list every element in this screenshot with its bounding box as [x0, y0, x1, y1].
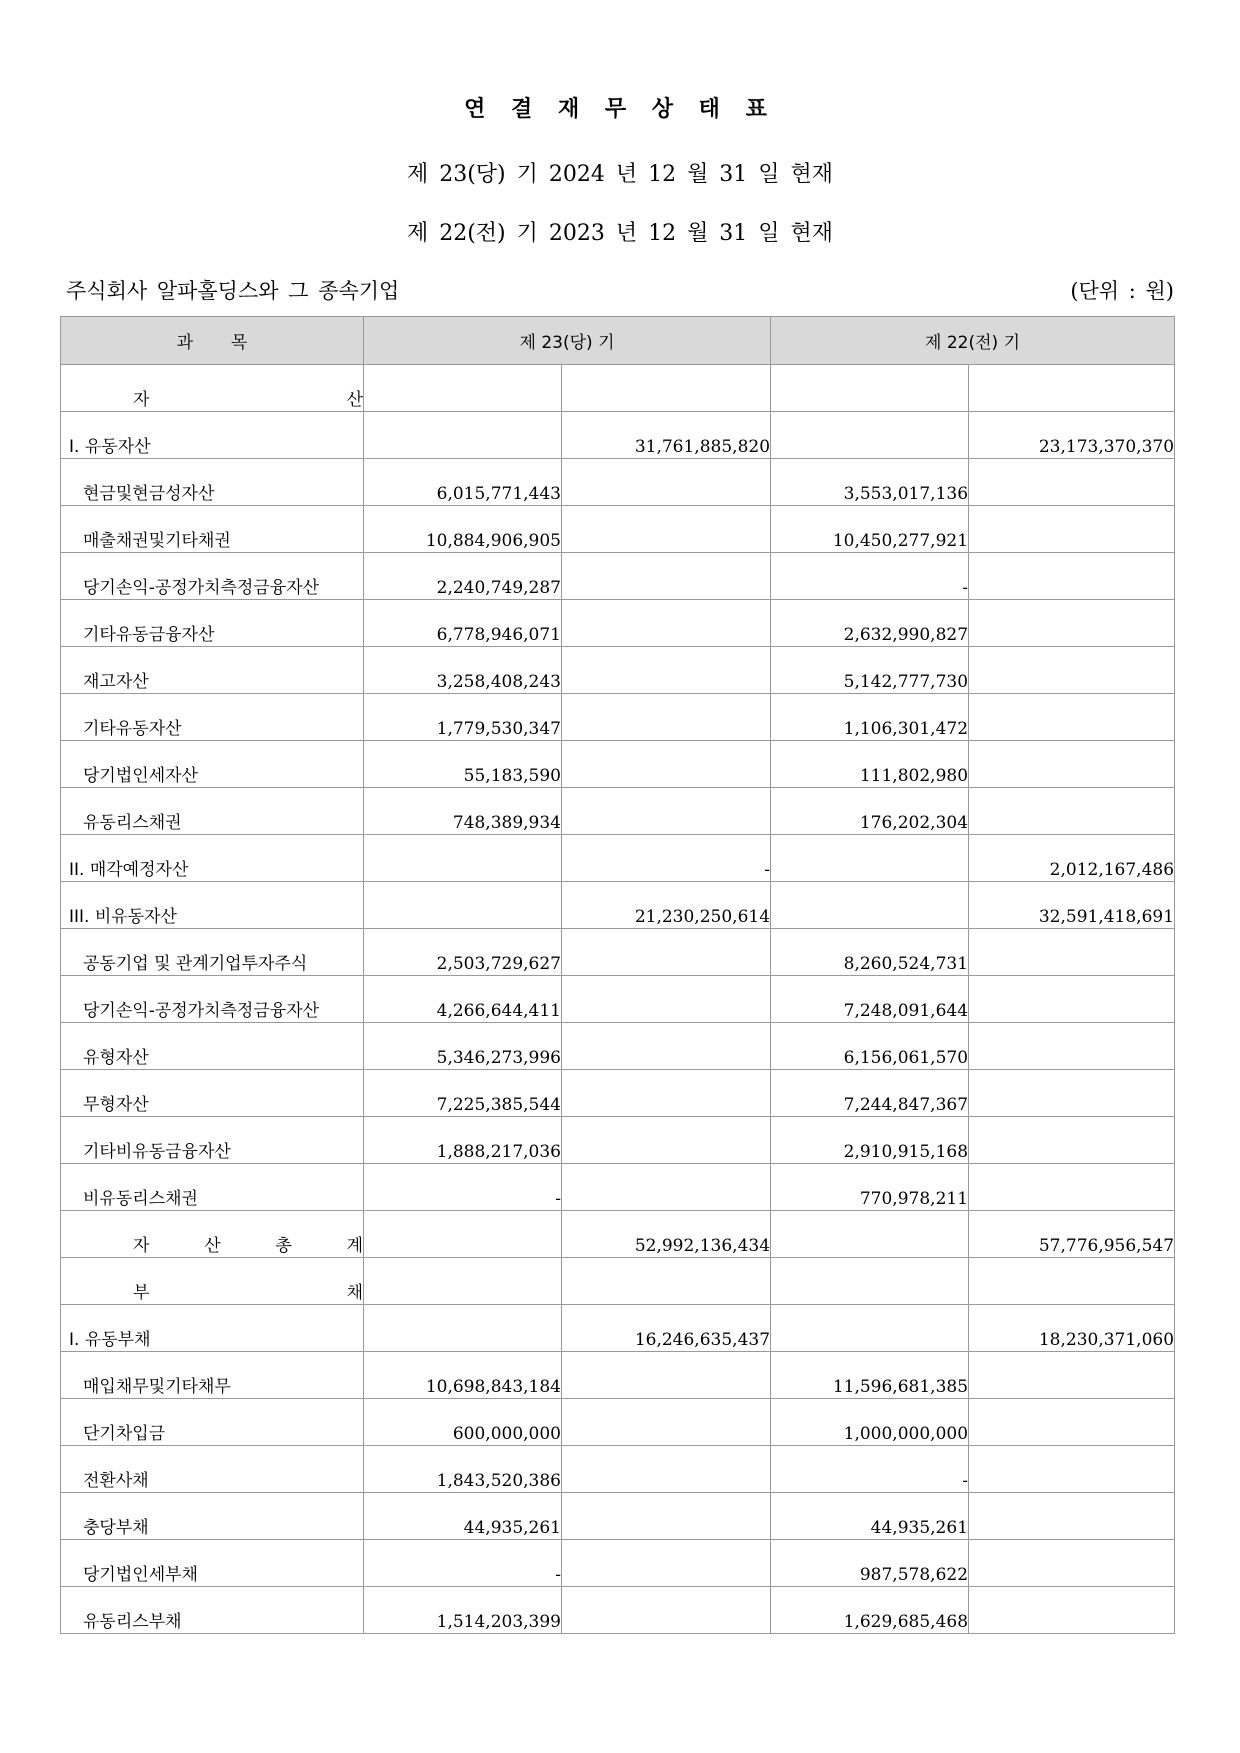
pri-item-value: [771, 1211, 969, 1258]
pri-item-value: [771, 835, 969, 882]
pri-item-value: 987,578,622: [771, 1540, 969, 1587]
table-row: [61, 1211, 1175, 1258]
cur-total-value: [562, 1164, 771, 1211]
cur-total-value: [562, 1587, 771, 1634]
cur-total-value: [562, 506, 771, 553]
cur-total-value: [562, 1258, 771, 1305]
cur-item-value: 1,888,217,036: [364, 1117, 562, 1164]
table-row: [61, 365, 1175, 412]
pri-total-value: [969, 459, 1175, 506]
table-row: [61, 412, 1175, 459]
pri-total-value: [969, 1258, 1175, 1305]
cur-total-value: [562, 1023, 771, 1070]
table-row: [61, 1117, 1175, 1164]
pri-total-value: [969, 553, 1175, 600]
table-row: [61, 1305, 1175, 1352]
row-label-char: 채: [346, 1283, 363, 1303]
cur-total-value: [562, 1446, 771, 1493]
pri-item-value: 10,450,277,921: [771, 506, 969, 553]
row-label-char: 계: [346, 1236, 363, 1256]
prior-period-column-header: 제 22(전) 기: [771, 317, 1175, 365]
pri-item-value: [771, 412, 969, 459]
pri-item-value: -: [771, 1446, 969, 1493]
row-label: 유형자산: [61, 1023, 364, 1070]
pri-total-value: [969, 1493, 1175, 1540]
table-row: [61, 976, 1175, 1023]
pri-total-value: [969, 600, 1175, 647]
pri-total-value: [969, 506, 1175, 553]
row-label-char: 총: [275, 1236, 292, 1256]
row-label: 당기손익-공정가치측정금융자산: [61, 553, 364, 600]
row-label: 전환사채: [61, 1446, 364, 1493]
balance-sheet-table: [60, 316, 1175, 1634]
cur-total-value: [562, 976, 771, 1023]
table-row: [61, 882, 1175, 929]
row-label: 매출채권및기타채권: [61, 506, 364, 553]
cur-item-value: 6,015,771,443: [364, 459, 562, 506]
row-label: [61, 1211, 364, 1258]
cur-total-value: [562, 1540, 771, 1587]
cur-total-value: [562, 1117, 771, 1164]
pri-item-value: 3,553,017,136: [771, 459, 969, 506]
cur-item-value: 4,266,644,411: [364, 976, 562, 1023]
cur-total-value: [562, 1352, 771, 1399]
cur-item-value: 600,000,000: [364, 1399, 562, 1446]
row-label: 충당부채: [61, 1493, 364, 1540]
cur-item-value: 3,258,408,243: [364, 647, 562, 694]
pri-item-value: 176,202,304: [771, 788, 969, 835]
pri-total-value: [969, 976, 1175, 1023]
cur-item-value: 55,183,590: [364, 741, 562, 788]
prior-period-line: 제 22(전) 기 2023 년 12 월 31 일 현재: [406, 221, 834, 246]
pri-item-value: 2,910,915,168: [771, 1117, 969, 1164]
row-label: [61, 365, 364, 412]
cur-item-value: 1,514,203,399: [364, 1587, 562, 1634]
pri-total-value: [969, 1399, 1175, 1446]
cur-total-value: [562, 694, 771, 741]
row-label: I. 유동자산: [61, 412, 364, 459]
cur-item-value: 1,779,530,347: [364, 694, 562, 741]
row-label: 매입채무및기타채무: [61, 1352, 364, 1399]
pri-item-value: [771, 1305, 969, 1352]
pri-item-value: 1,106,301,472: [771, 694, 969, 741]
row-label-char: 자: [133, 390, 150, 410]
cur-total-value: 16,246,635,437: [562, 1305, 771, 1352]
table-row: [61, 459, 1175, 506]
pri-item-value: [771, 1258, 969, 1305]
table-row: [61, 600, 1175, 647]
table-row: [61, 694, 1175, 741]
row-label: II. 매각예정자산: [61, 835, 364, 882]
row-label-char: 부: [133, 1283, 150, 1303]
pri-total-value: [969, 647, 1175, 694]
table-row: [61, 506, 1175, 553]
pri-total-value: [969, 1070, 1175, 1117]
cur-item-value: 10,698,843,184: [364, 1352, 562, 1399]
pri-total-value: [969, 1117, 1175, 1164]
row-label-char: 자: [133, 1236, 150, 1256]
row-label: 무형자산: [61, 1070, 364, 1117]
pri-total-value: [969, 1587, 1175, 1634]
cur-item-value: [364, 835, 562, 882]
cur-item-value: [364, 1258, 562, 1305]
pri-total-value: [969, 788, 1175, 835]
pri-total-value: [969, 1540, 1175, 1587]
table-row: [61, 647, 1175, 694]
pri-item-value: 7,248,091,644: [771, 976, 969, 1023]
page-title: 연 결 재 무 상 태 표: [464, 97, 776, 122]
cur-total-value: 52,992,136,434: [562, 1211, 771, 1258]
pri-total-value: [969, 365, 1175, 412]
pri-item-value: [771, 365, 969, 412]
cur-total-value: [562, 553, 771, 600]
row-label: 현금및현금성자산: [61, 459, 364, 506]
current-period-column-header: 제 23(당) 기: [364, 317, 771, 365]
pri-total-value: [969, 741, 1175, 788]
cur-total-value: [562, 459, 771, 506]
pri-total-value: 23,173,370,370: [969, 412, 1175, 459]
cur-item-value: 2,240,749,287: [364, 553, 562, 600]
pri-total-value: 32,591,418,691: [969, 882, 1175, 929]
current-period-line: 제 23(당) 기 2024 년 12 월 31 일 현재: [406, 162, 834, 187]
cur-total-value: [562, 647, 771, 694]
table-row: [61, 1070, 1175, 1117]
cur-total-value: 31,761,885,820: [562, 412, 771, 459]
pri-item-value: 2,632,990,827: [771, 600, 969, 647]
cur-item-value: 2,503,729,627: [364, 929, 562, 976]
cur-item-value: [364, 412, 562, 459]
row-label: 공동기업 및 관계기업투자주식: [61, 929, 364, 976]
table-row: [61, 1352, 1175, 1399]
table-row: [61, 1258, 1175, 1305]
pri-item-value: [771, 882, 969, 929]
pri-item-value: -: [771, 553, 969, 600]
pri-item-value: 770,978,211: [771, 1164, 969, 1211]
table-row: [61, 1446, 1175, 1493]
pri-total-value: 2,012,167,486: [969, 835, 1175, 882]
cur-item-value: -: [364, 1164, 562, 1211]
table-row: [61, 1540, 1175, 1587]
pri-item-value: 1,629,685,468: [771, 1587, 969, 1634]
row-label-char: 산: [204, 1236, 221, 1256]
cur-item-value: 7,225,385,544: [364, 1070, 562, 1117]
table-row: [61, 835, 1175, 882]
cur-total-value: [562, 365, 771, 412]
row-label: 재고자산: [61, 647, 364, 694]
pri-total-value: [969, 694, 1175, 741]
pri-item-value: 1,000,000,000: [771, 1399, 969, 1446]
row-label: 기타유동자산: [61, 694, 364, 741]
table-row: [61, 1587, 1175, 1634]
cur-total-value: 21,230,250,614: [562, 882, 771, 929]
pri-item-value: 11,596,681,385: [771, 1352, 969, 1399]
cur-item-value: [364, 1211, 562, 1258]
cur-total-value: [562, 788, 771, 835]
company-name: 주식회사 알파홀딩스와 그 종속기업: [66, 279, 400, 303]
cur-total-value: [562, 929, 771, 976]
row-label: 당기법인세부채: [61, 1540, 364, 1587]
table-row: [61, 1023, 1175, 1070]
cur-item-value: 1,843,520,386: [364, 1446, 562, 1493]
pri-total-value: [969, 1164, 1175, 1211]
cur-total-value: -: [562, 835, 771, 882]
row-label: 단기차입금: [61, 1399, 364, 1446]
row-label: 기타비유동금융자산: [61, 1117, 364, 1164]
row-label: 당기법인세자산: [61, 741, 364, 788]
cur-total-value: [562, 1070, 771, 1117]
cur-item-value: [364, 1305, 562, 1352]
pri-item-value: 5,142,777,730: [771, 647, 969, 694]
table-row: [61, 788, 1175, 835]
cur-total-value: [562, 1399, 771, 1446]
row-label: I. 유동부채: [61, 1305, 364, 1352]
table-row: [61, 741, 1175, 788]
cur-item-value: -: [364, 1540, 562, 1587]
cur-item-value: 5,346,273,996: [364, 1023, 562, 1070]
cur-item-value: [364, 365, 562, 412]
pri-item-value: 44,935,261: [771, 1493, 969, 1540]
pri-item-value: 111,802,980: [771, 741, 969, 788]
table-row: [61, 1164, 1175, 1211]
cur-total-value: [562, 741, 771, 788]
row-label: 당기손익-공정가치측정금융자산: [61, 976, 364, 1023]
item-column-header: 과 목: [61, 317, 364, 365]
cur-item-value: 10,884,906,905: [364, 506, 562, 553]
table-row: [61, 929, 1175, 976]
pri-total-value: [969, 1446, 1175, 1493]
pri-total-value: [969, 929, 1175, 976]
cur-item-value: 748,389,934: [364, 788, 562, 835]
pri-item-value: 8,260,524,731: [771, 929, 969, 976]
pri-item-value: 7,244,847,367: [771, 1070, 969, 1117]
pri-total-value: [969, 1023, 1175, 1070]
cur-total-value: [562, 600, 771, 647]
pri-total-value: [969, 1352, 1175, 1399]
row-label: 비유동리스채권: [61, 1164, 364, 1211]
unit-label: (단위 : 원): [1070, 279, 1174, 303]
cur-item-value: [364, 882, 562, 929]
pri-total-value: 57,776,956,547: [969, 1211, 1175, 1258]
row-label: 기타유동금융자산: [61, 600, 364, 647]
table-row: [61, 553, 1175, 600]
row-label: 유동리스부채: [61, 1587, 364, 1634]
row-label: 유동리스채권: [61, 788, 364, 835]
cur-total-value: [562, 1493, 771, 1540]
row-label-char: 산: [346, 390, 363, 410]
table-row: [61, 1493, 1175, 1540]
pri-item-value: 6,156,061,570: [771, 1023, 969, 1070]
row-label: III. 비유동자산: [61, 882, 364, 929]
cur-item-value: 6,778,946,071: [364, 600, 562, 647]
cur-item-value: 44,935,261: [364, 1493, 562, 1540]
row-label: [61, 1258, 364, 1305]
pri-total-value: 18,230,371,060: [969, 1305, 1175, 1352]
table-header-row: [61, 317, 1175, 365]
table-row: [61, 1399, 1175, 1446]
